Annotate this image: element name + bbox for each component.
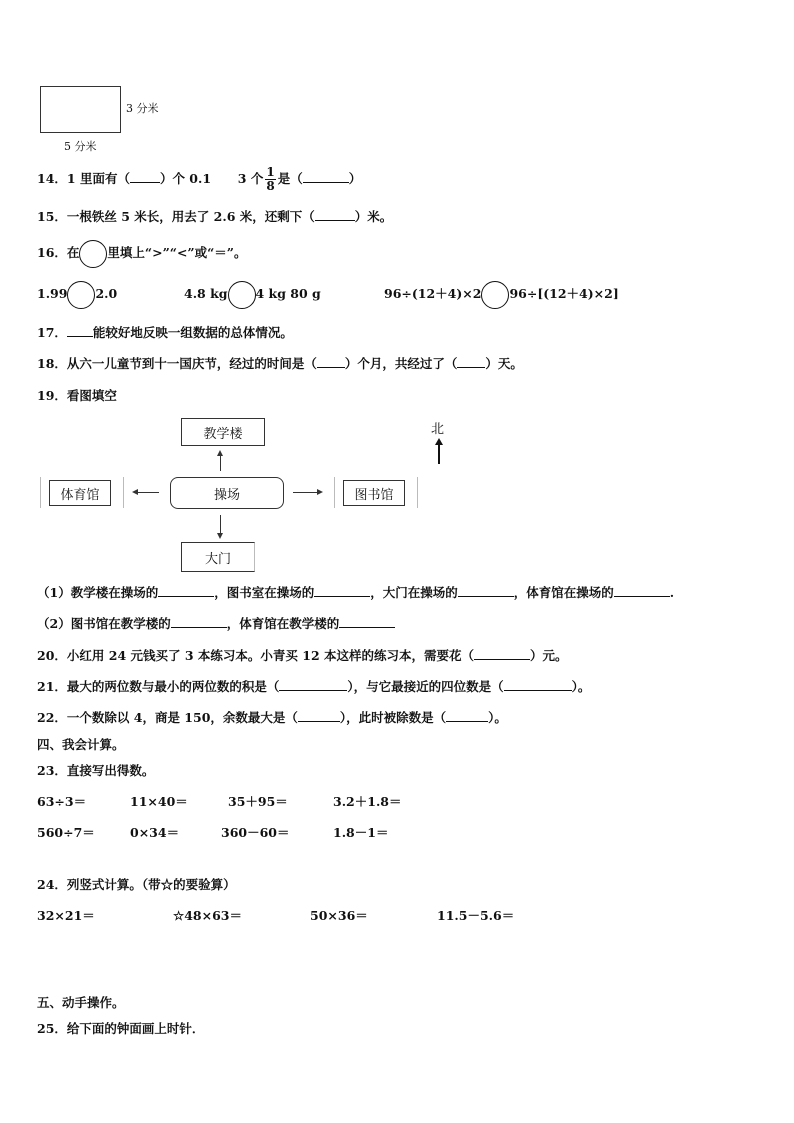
question-15: 15．一根铁丝 5 米长，用去了 2.6 米，还剩下（ ）米。 xyxy=(37,209,393,224)
calc-item: 560÷7＝ xyxy=(37,825,95,840)
calc-item: 1.8－1＝ xyxy=(333,825,389,840)
box-teaching-building: 教学楼 xyxy=(181,418,265,446)
question-24-title: 24．列竖式计算。（带☆的要验算） xyxy=(37,877,236,892)
question-17: 17． 能较好地反映一组数据的总体情况。 xyxy=(37,325,293,340)
question-25-title: 25．给下面的钟面画上时针． xyxy=(37,1021,205,1036)
question-19-part-2: （2）图书馆在教学楼的 ，体育馆在教学楼的 xyxy=(37,614,395,632)
section-4-heading: 四、我会计算。 xyxy=(37,737,125,752)
answer-blank[interactable] xyxy=(339,614,395,628)
question-16: 16．在 里填上“>”“<”或“＝”。 xyxy=(37,239,247,268)
vertical-calc-item: 50×36＝ xyxy=(310,908,368,923)
arrow-up-head xyxy=(217,450,223,456)
fraction-one-eighth: $\frac{1}{8}$ xyxy=(266,165,275,193)
box-playground: 操场 xyxy=(170,477,284,509)
box-library: 图书馆 xyxy=(343,480,405,506)
answer-blank[interactable] xyxy=(314,583,370,597)
question-16-item-2: 4.8 kg 4 kg 80 g xyxy=(184,280,321,309)
answer-blank[interactable] xyxy=(458,583,514,597)
calc-item: 360－60＝ xyxy=(221,825,290,840)
arrow-down-head xyxy=(217,533,223,539)
comparison-circle-input[interactable] xyxy=(67,281,95,309)
arrow-left xyxy=(137,492,159,493)
answer-blank[interactable] xyxy=(614,583,670,597)
section-5-heading: 五、动手操作。 xyxy=(37,995,125,1010)
answer-blank[interactable] xyxy=(446,708,488,722)
calc-item: 0×34＝ xyxy=(130,825,180,840)
calc-item: 35＋95＝ xyxy=(228,794,288,809)
box-gate: 大门 xyxy=(181,542,255,572)
question-21: 21．最大的两位数与最小的两位数的积是（ ），与它最接近的四位数是（ ）。 xyxy=(37,679,591,694)
comparison-circle-input[interactable] xyxy=(481,281,509,309)
vertical-calc-item: ☆48×63＝ xyxy=(173,908,242,923)
north-arrow-icon xyxy=(438,444,440,464)
answer-blank[interactable] xyxy=(67,323,93,337)
question-16-item-1: 1.99 2.0 xyxy=(37,280,117,309)
answer-blank[interactable] xyxy=(298,708,340,722)
north-label: 北 xyxy=(431,422,445,437)
calc-item: 11×40＝ xyxy=(130,794,188,809)
calc-item: 3.2＋1.8＝ xyxy=(333,794,402,809)
question-20: 20．小红用 24 元钱买了 3 本练习本。小青买 12 本这样的练习本，需要花（ ）元。 xyxy=(37,648,568,663)
question-23-title: 23．直接写出得数。 xyxy=(37,763,155,778)
question-14: 14．1 里面有（ ）个 0.1 3 个 $\frac{1}{8}$ 是（ ） xyxy=(37,165,362,193)
comparison-circle xyxy=(79,240,107,268)
arrow-down xyxy=(220,515,221,534)
box-gymnasium: 体育馆 xyxy=(49,480,111,506)
answer-blank[interactable] xyxy=(315,207,355,221)
vertical-calc-item: 32×21＝ xyxy=(37,908,95,923)
answer-blank[interactable] xyxy=(457,354,485,368)
rectangle-width-label: 5 分米 xyxy=(64,140,97,153)
answer-blank[interactable] xyxy=(171,614,227,628)
answer-blank[interactable] xyxy=(474,646,530,660)
arrow-left-head xyxy=(132,489,138,495)
answer-blank[interactable] xyxy=(130,169,160,183)
answer-blank[interactable] xyxy=(158,583,214,597)
answer-blank[interactable] xyxy=(504,677,572,691)
calc-item: 63÷3＝ xyxy=(37,794,87,809)
answer-blank[interactable] xyxy=(303,169,349,183)
arrow-right-head xyxy=(317,489,323,495)
answer-blank[interactable] xyxy=(317,354,345,368)
arrow-right xyxy=(293,492,317,493)
comparison-circle-input[interactable] xyxy=(228,281,256,309)
rectangle-height-label: 3 分米 xyxy=(126,102,159,115)
rectangle-figure xyxy=(40,86,121,133)
vertical-calc-item: 11.5－5.6＝ xyxy=(437,908,515,923)
answer-blank[interactable] xyxy=(279,677,347,691)
question-19-title: 19．看图填空 xyxy=(37,388,117,403)
north-arrow-head xyxy=(435,438,443,445)
question-18: 18．从六一儿童节到十一国庆节，经过的时间是（ ）个月，共经过了（ ）天。 xyxy=(37,356,523,371)
question-19-part-1: （1）教学楼在操场的 ，图书室在操场的 ，大门在操场的 ，体育馆在操场的 . xyxy=(37,585,675,600)
question-22: 22．一个数除以 4，商是 150，余数最大是（ ），此时被除数是（ ）。 xyxy=(37,710,507,725)
question-16-item-3: 96÷(12＋4)×2 96÷[(12＋4)×2] xyxy=(384,280,619,309)
